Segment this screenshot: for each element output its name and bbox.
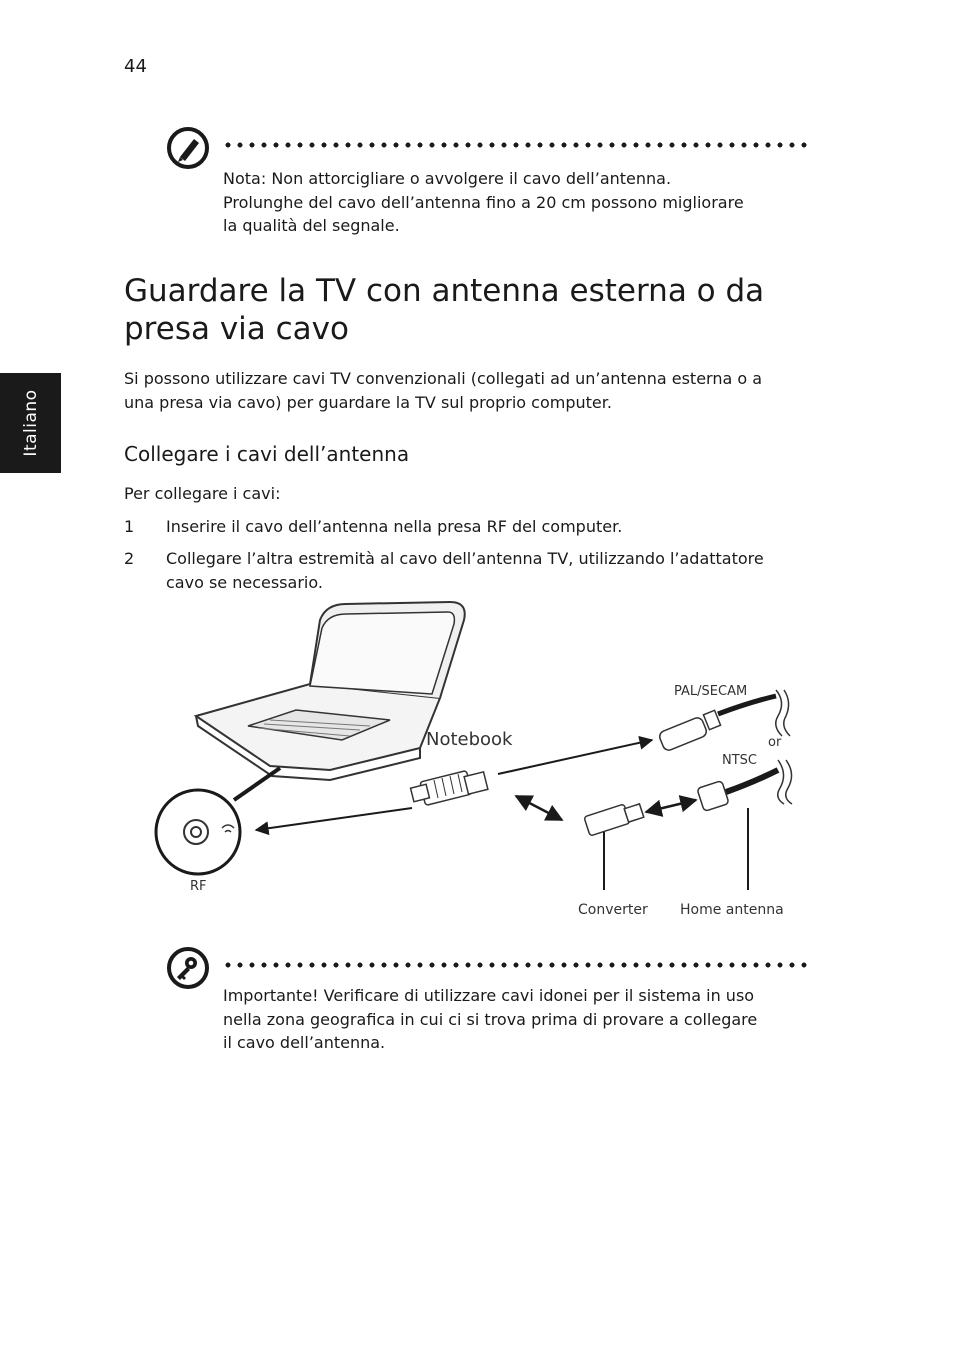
arrow-to-pal: [498, 740, 652, 774]
step-text: [166, 547, 816, 594]
important-line-1: [223, 984, 813, 1008]
key-icon: [166, 946, 210, 990]
pal-cable-break: [776, 690, 790, 736]
arrow-to-rf: [256, 808, 412, 830]
section-intro: [124, 367, 824, 414]
step-text: [166, 515, 816, 539]
section-title-line-2: presa via cavo: [124, 311, 349, 347]
step-number: 1: [124, 517, 135, 536]
important-line-3: il cavo dell’antenna.: [223, 1033, 386, 1052]
rf-label: RF: [190, 879, 207, 894]
subsection-heading: Collegare i cavi dell’antenna: [124, 442, 410, 466]
page-number: 44: [124, 56, 147, 77]
pal-secam-connector: [658, 696, 776, 752]
step-text-line-2: cavo se necessario.: [166, 572, 323, 592]
pal-secam-label: PAL/SECAM: [674, 684, 748, 699]
ntsc-connector: [697, 770, 778, 811]
arrow-converter-ntsc: [646, 800, 696, 812]
section-title-line-1: Guardare la TV con antenna esterna o da: [124, 273, 765, 309]
note-line-2: Prolunghe del cavo dell’antenna fino a 20 cm possono migliorare: [223, 192, 744, 212]
zoom-connector: [234, 768, 280, 800]
section-title: [124, 272, 824, 348]
ntsc-cable-break: [778, 760, 792, 804]
coax-plug: [411, 771, 488, 806]
section-intro-line-2: una presa via cavo) per guardare la TV sul proprio computer.: [124, 392, 612, 412]
note-label: Nota:: [223, 169, 267, 188]
arrow-to-converter: [516, 796, 562, 820]
important-box: [223, 984, 813, 1055]
important-text: Verificare di utilizzare cavi idonei per il sistema in uso: [323, 986, 755, 1005]
note-pen-icon: [166, 126, 210, 170]
language-side-tab: [0, 373, 61, 473]
home-antenna-label: Home antenna: [680, 902, 784, 918]
note-box: [223, 167, 813, 238]
subsection-lead: Per collegare i cavi:: [124, 484, 281, 503]
step-text-line-1: Collegare l’altra estremità al cavo dell’antenna TV, utilizzando l’adattatore: [166, 549, 764, 568]
converter-adapter: [584, 804, 644, 836]
rf-port-closeup: [156, 790, 240, 874]
note-line-3: la qualità del segnale.: [223, 216, 400, 235]
note-line-1: [223, 167, 813, 191]
important-line-2: nella zona geografica in cui ci si trova prima di provare a collegare: [223, 1009, 758, 1029]
ntsc-label: NTSC: [722, 753, 757, 768]
important-label: Importante!: [223, 986, 319, 1005]
antenna-connection-diagram: [150, 598, 810, 928]
important-divider: [222, 962, 810, 968]
step-number: 2: [124, 549, 135, 568]
notebook-label: Notebook: [426, 729, 513, 750]
language-tab-label: Italiano: [20, 389, 41, 457]
note-divider: [222, 142, 810, 148]
notebook-illustration: [196, 602, 465, 780]
section-intro-line-1: Si possono utilizzare cavi TV convenzionali (collegati ad un’antenna esterna o a: [124, 369, 763, 388]
converter-label: Converter: [578, 902, 648, 918]
note-text: Non attorcigliare o avvolgere il cavo dell’antenna.: [271, 169, 672, 188]
step-text-line-1: Inserire il cavo dell’antenna nella presa RF del computer.: [166, 517, 623, 536]
or-label: or: [768, 735, 782, 750]
